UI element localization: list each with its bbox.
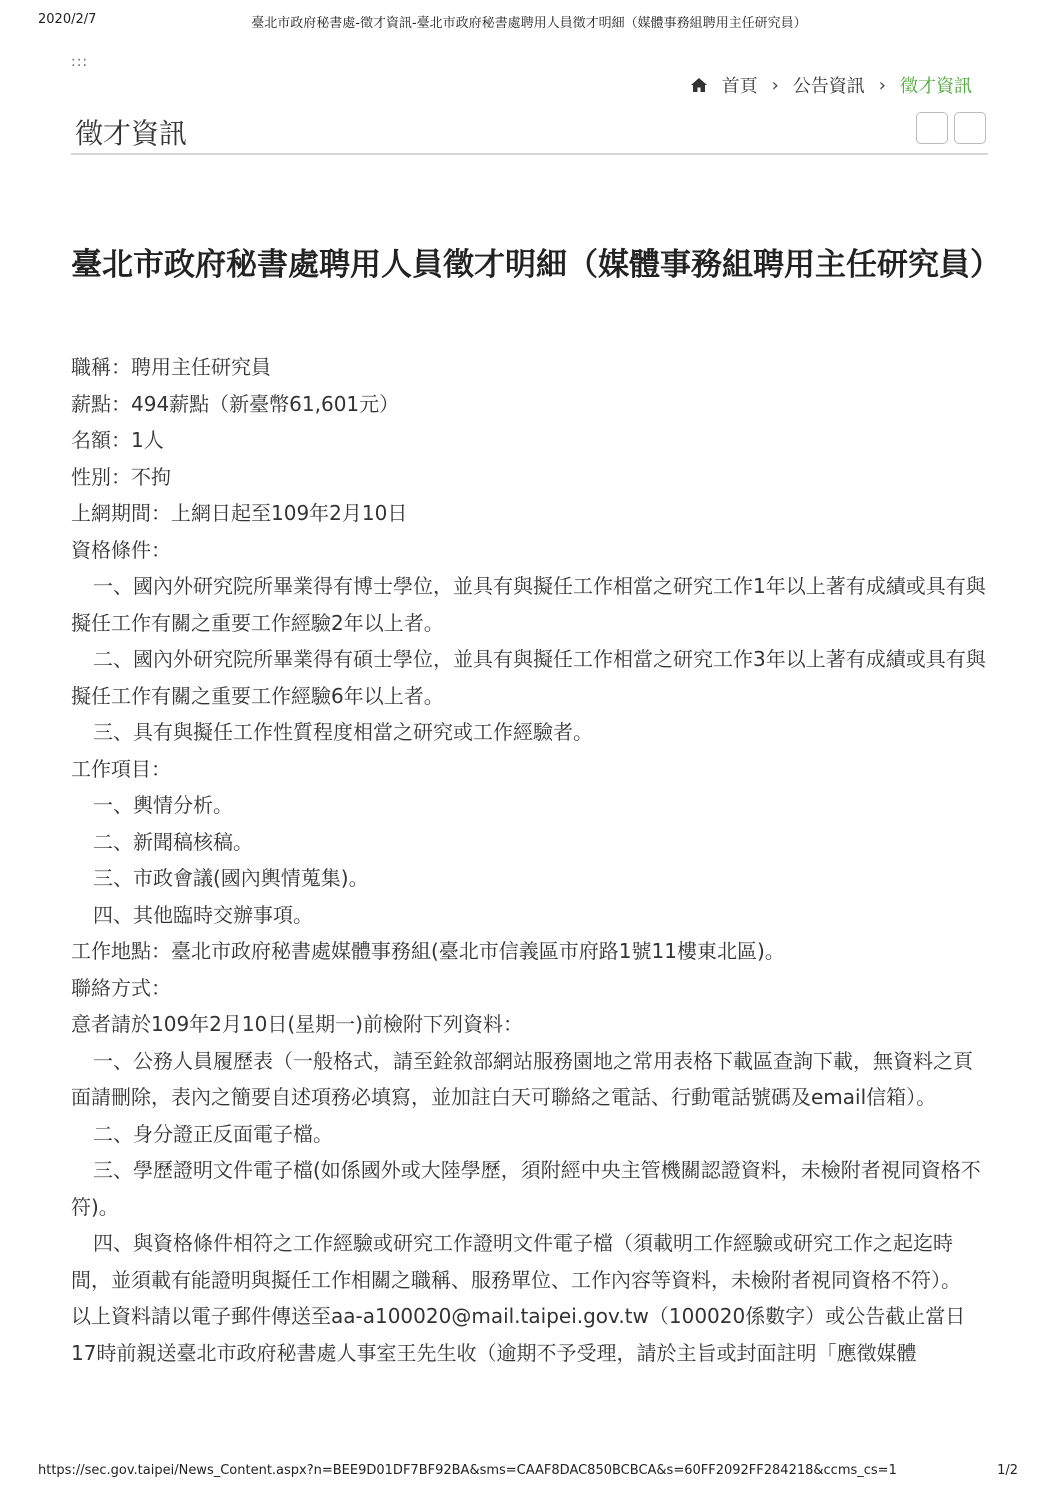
article-paragraph: 四、與資格條件相符之工作經驗或研究工作證明文件電子檔（須載明工作經驗或研究工作之起迄時間，並須載有能證明與擬任工作相關之職稱、服務單位、工作內容等資料，未檢附者視同資格不符）。	[71, 1231, 961, 1292]
accesskey-menu[interactable]: :::	[71, 54, 89, 70]
print-date: 2020/2/7	[38, 12, 97, 27]
article-title: 臺北市政府秘書處聘用人員徵才明細（媒體事務組聘用主任研究員）	[71, 246, 1001, 283]
breadcrumb-current[interactable]: 徵才資訊	[900, 76, 972, 97]
article-paragraph: 薪點：494薪點（新臺幣61,601元）	[71, 391, 400, 416]
article-paragraph: 一、國內外研究院所畢業得有博士學位，並具有與擬任工作相當之研究工作1年以上著有成績或具有與擬任工作有關之重要工作經驗2年以上者。	[71, 574, 986, 635]
article-paragraph: 職稱：聘用主任研究員	[71, 355, 271, 379]
article-paragraph: 三、學歷證明文件電子檔(如係國外或大陸學歷，須附經中央主管機關認證資料，未檢附者視同資格不符)。	[71, 1158, 981, 1219]
section-header	[71, 108, 988, 155]
article-paragraph: 二、國內外研究院所畢業得有碩士學位，並具有與擬任工作相當之研究工作3年以上著有成績或具有與擬任工作有關之重要工作經驗6年以上者。	[71, 647, 986, 708]
article-body	[71, 349, 988, 1371]
print-button[interactable]	[954, 112, 986, 144]
article-paragraph: 性別：不拘	[71, 464, 171, 489]
article-paragraph: 四、其他臨時交辦事項。	[93, 902, 313, 927]
share-button[interactable]	[916, 112, 948, 144]
home-icon[interactable]	[690, 77, 708, 93]
print-header-title: 臺北市政府秘書處-徵才資訊-臺北市政府秘書處聘用人員徵才明細（媒體事務組聘用主任研究員）	[251, 16, 807, 31]
article-paragraph: 一、公務人員履歷表（一般格式，請至銓敘部網站服務園地之常用表格下載區查詢下載，無資料之頁面請刪除，表內之簡要自述項務必填寫，並加註白天可聯絡之電話、行動電話號碼及email信箱）。	[71, 1048, 973, 1109]
article-paragraph: 二、新聞稿核稿。	[93, 829, 253, 854]
article-paragraph: 資格條件：	[71, 537, 171, 562]
article-paragraph: 以上資料請以電子郵件傳送至aa-a100020@mail.taipei.gov.tw（100020係數字）或公告截止當日17時前親送臺北市政府秘書處人事室王先生收（逾期不予受理，請於主旨或封面註明「應徵媒體	[71, 1304, 966, 1365]
breadcrumb-separator: ›	[771, 74, 779, 96]
article-paragraph: 工作項目：	[71, 756, 171, 781]
article-paragraph: 二、身分證正反面電子檔。	[93, 1121, 333, 1146]
print-page-number: 1/2	[997, 1463, 1018, 1478]
article-paragraph: 工作地點：臺北市政府秘書處媒體事務組(臺北市信義區市府路1號11樓東北區)。	[71, 939, 785, 963]
breadcrumb	[690, 72, 972, 98]
article-paragraph: 三、具有與擬任工作性質程度相當之研究或工作經驗者。	[93, 720, 593, 744]
section-title: 徵才資訊	[75, 117, 188, 150]
article-paragraph: 意者請於109年2月10日(星期一)前檢附下列資料：	[71, 1012, 523, 1036]
article-paragraph: 三、市政會議(國內輿情蒐集)。	[93, 866, 369, 890]
article-paragraph: 名額：1人	[71, 428, 164, 452]
breadcrumb-home[interactable]: 首頁	[721, 76, 758, 97]
breadcrumb-separator: ›	[878, 74, 886, 96]
article-paragraph: 一、輿情分析。	[93, 793, 233, 817]
article-paragraph: 聯絡方式：	[71, 975, 171, 1000]
breadcrumb-announcements[interactable]: 公告資訊	[792, 76, 865, 97]
print-footer-url: https://sec.gov.taipei/News_Content.aspx?n=BEE9D01DF7BF92BA&sms=CAAF8DAC850BCBCA&s=60FF2092FF284218&ccms_cs=1	[38, 1463, 897, 1478]
article-paragraph: 上網期間：上網日起至109年2月10日	[71, 501, 408, 525]
